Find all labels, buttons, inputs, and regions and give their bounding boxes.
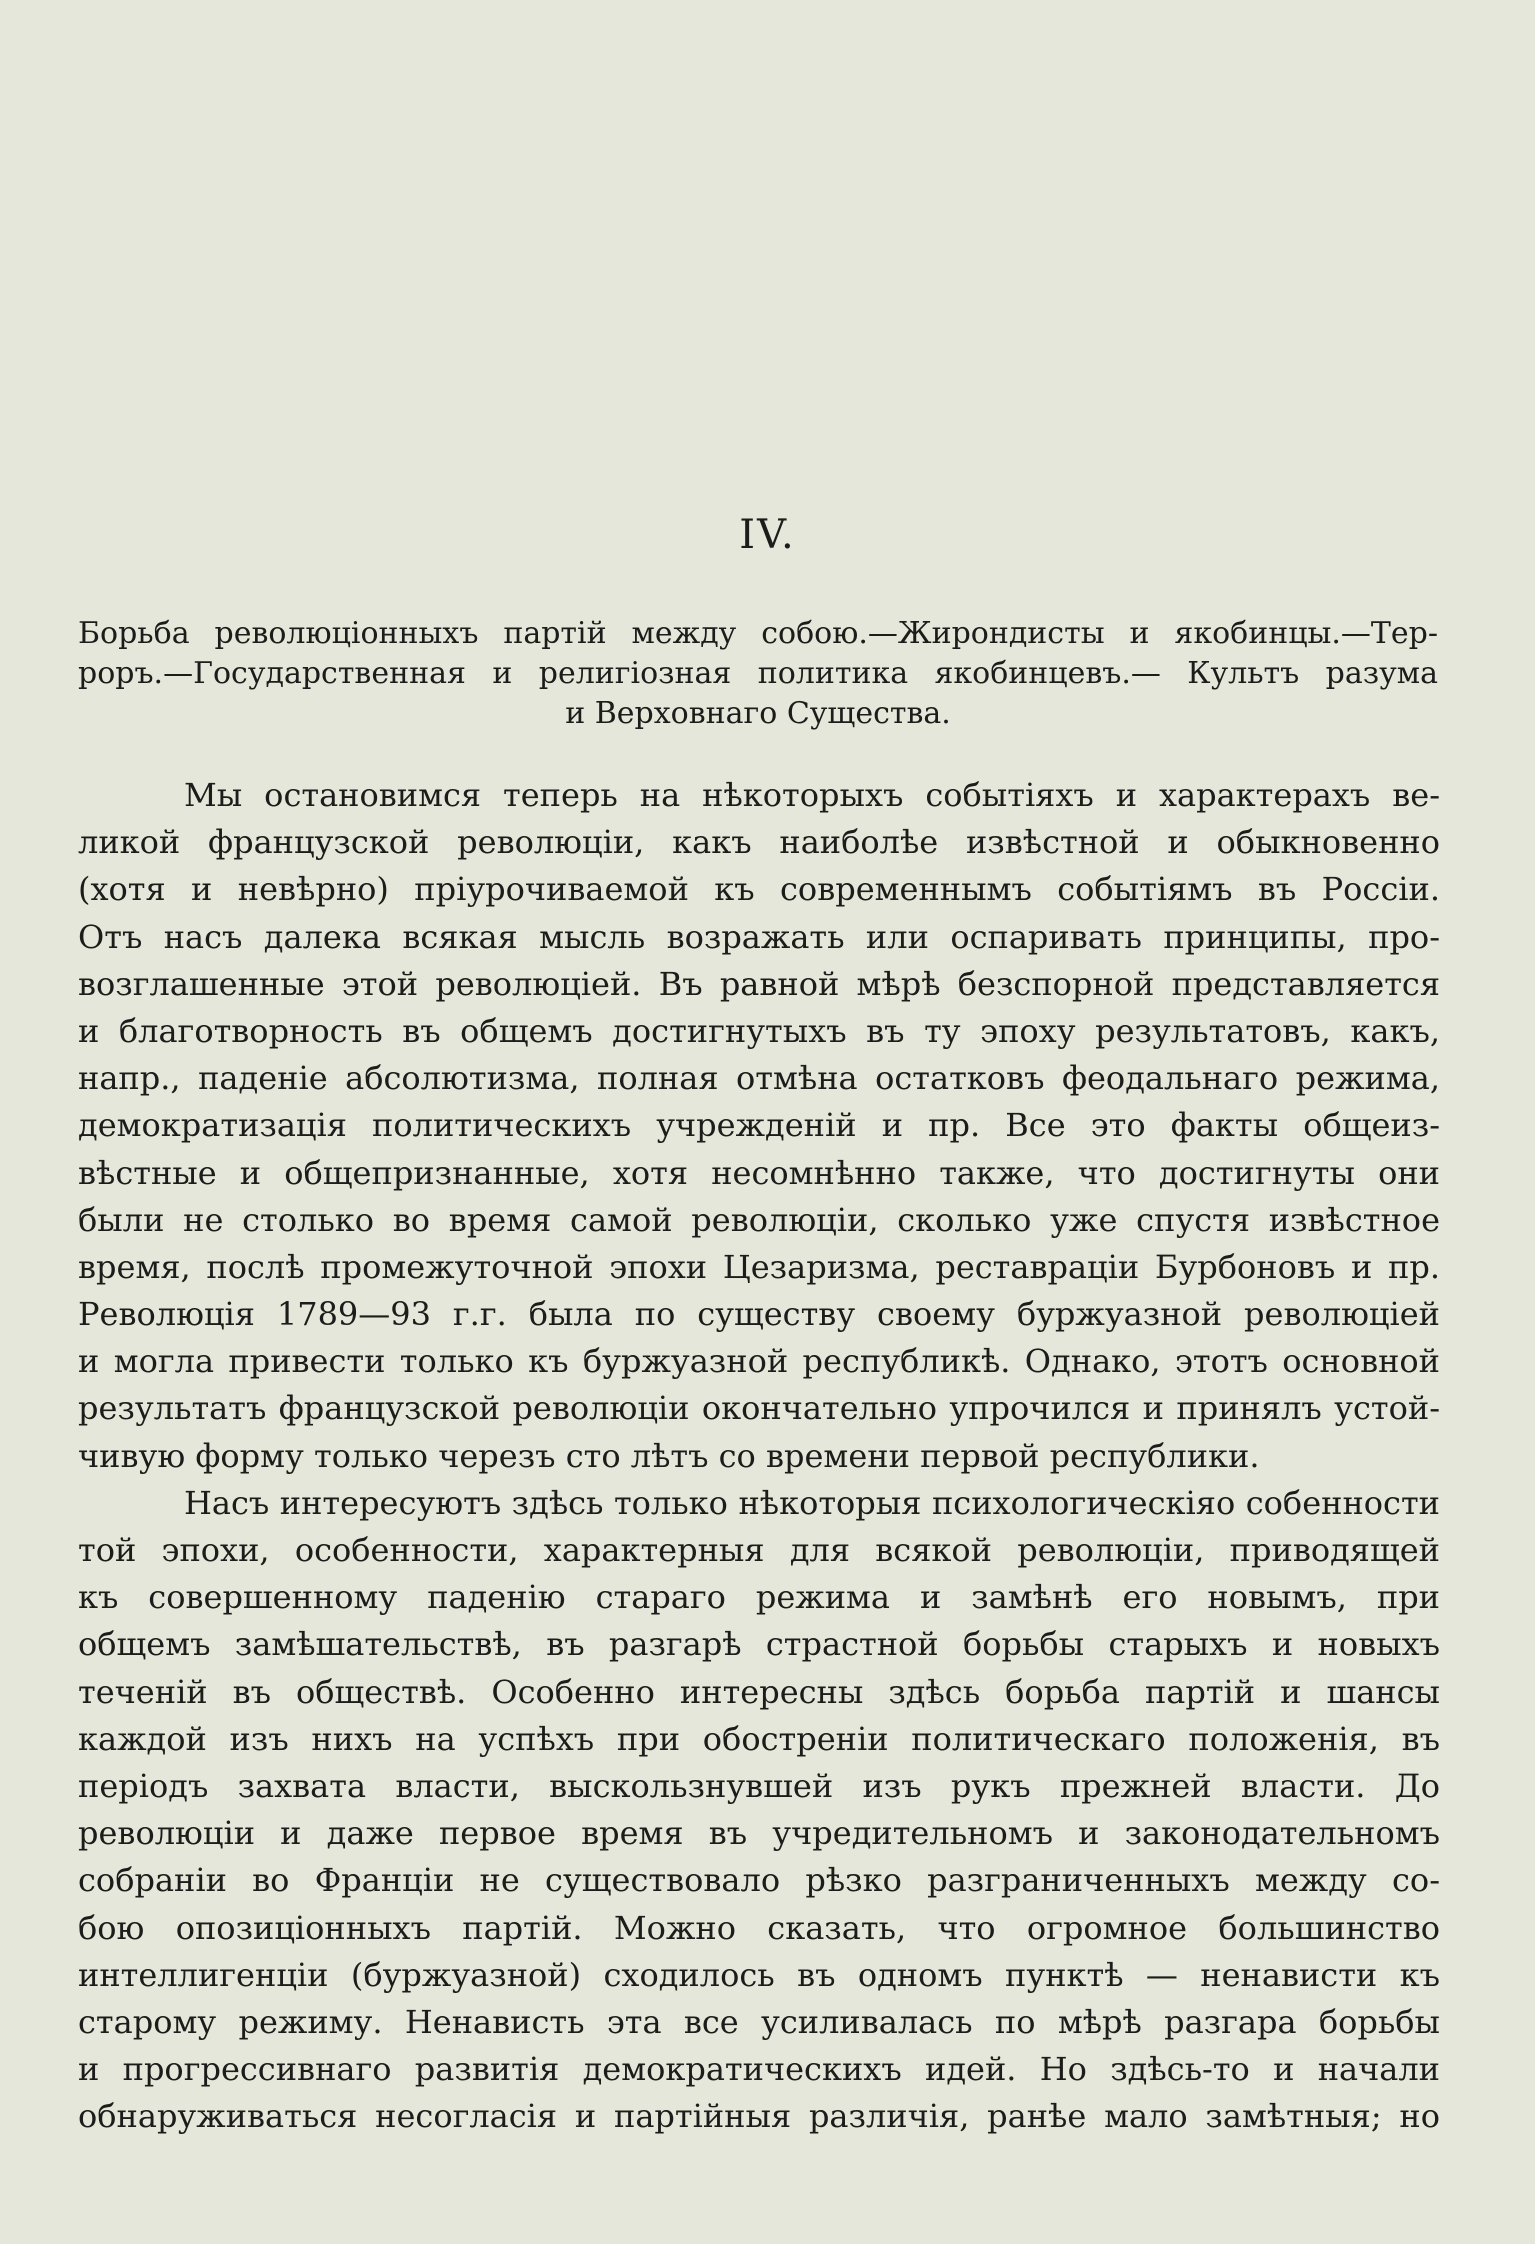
text-line: результатъ французской революціи окончательно упрочился и принялъ устой- (78, 1389, 1440, 1428)
text-line: Отъ насъ далека всякая мысль возражать или оспаривать принципы, про- (78, 917, 1440, 956)
text-line: каждой изъ нихъ на успѣхъ при обостреніи политическаго положенія, въ (78, 1719, 1440, 1758)
summary-line: роръ.—Государственная и религіозная политика якобинцевъ.— Культъ разума (78, 656, 1438, 691)
text-line: и благотворность въ общемъ достигнутыхъ въ ту эпоху результатовъ, какъ, (78, 1011, 1440, 1050)
text-line: Насъ интересуютъ здѣсь только нѣкоторыя психологическіяо собенности (184, 1483, 1440, 1522)
summary-line: и Верховнаго Существа. (565, 696, 951, 731)
text-line: той эпохи, особенности, характерныя для всякой революціи, приводящей (78, 1531, 1440, 1569)
text-line: обнаруживаться несогласія и партійныя различія, ранѣе мало замѣтныя; но (78, 2097, 1440, 2136)
text-line: Революція 1789—93 г.г. была по существу своему буржуазной революціей (78, 1295, 1440, 1334)
text-line: ликой французской революціи, какъ наиболѣе извѣстной и обыкновенно (78, 823, 1440, 862)
text-line: были не столько во время самой революціи, сколько уже спустя извѣстное (78, 1200, 1440, 1239)
text-line: собраніи во Франціи не существовало рѣзко разграниченныхъ между со- (78, 1861, 1440, 1900)
summary-line: Борьба революціонныхъ партій между собою.—Жирондисты и якобинцы.—Тер- (78, 616, 1438, 651)
text-line: возглашенные этой революціей. Въ равной мѣрѣ безспорной представляется (78, 964, 1440, 1003)
chapter-number: IV. (739, 512, 796, 558)
text-line: періодъ захвата власти, выскользнувшей изъ рукъ прежней власти. До (78, 1766, 1440, 1805)
text-line: бою опозиціонныхъ партій. Можно сказать, что огромное большинство (78, 1908, 1440, 1947)
text-line: теченій въ обществѣ. Особенно интересны здѣсь борьба партій и шансы (78, 1672, 1440, 1711)
text-line: общемъ замѣшательствѣ, въ разгарѣ страстной борьбы старыхъ и новыхъ (78, 1625, 1440, 1664)
text-line: къ совершенному паденію стараго режима и замѣнѣ его новымъ, при (78, 1578, 1440, 1617)
text-line: интеллигенціи (буржуазной) сходилось въ одномъ пунктѣ — ненависти къ (78, 1955, 1440, 1994)
body-text (78, 772, 1440, 2140)
text-line: и могла привести только къ буржуазной республикѣ. Однако, этотъ основной (78, 1342, 1440, 1381)
text-line: и прогрессивнаго развитія демократическихъ идей. Но здѣсь-то и начали (78, 2050, 1440, 2089)
text-line: время, послѣ промежуточной эпохи Цезаризма, реставраціи Бурбоновъ и пр. (78, 1247, 1440, 1286)
text-line: революціи и даже первое время въ учредительномъ и законодательномъ (78, 1814, 1440, 1853)
text-line: чивую форму только черезъ сто лѣтъ со времени первой республики. (78, 1436, 1260, 1475)
text-line: (хотя и невѣрно) пріурочиваемой къ современнымъ событіямъ въ Россіи. (78, 870, 1440, 909)
chapter-summary (78, 614, 1438, 734)
text-line: демократизація политическихъ учрежденій и пр. Все это факты общеиз- (78, 1106, 1440, 1145)
text-line: старому режиму. Ненависть эта все усиливалась по мѣрѣ разгара борьбы (78, 2002, 1440, 2041)
text-line: напр., паденіе абсолютизма, полная отмѣна остатковъ феодальнаго режима, (78, 1059, 1440, 1098)
text-line: Мы остановимся теперь на нѣкоторыхъ событіяхъ и характерахъ ве- (184, 776, 1440, 814)
text-line: вѣстные и общепризнанные, хотя несомнѣнно также, что достигнуты они (78, 1153, 1440, 1192)
